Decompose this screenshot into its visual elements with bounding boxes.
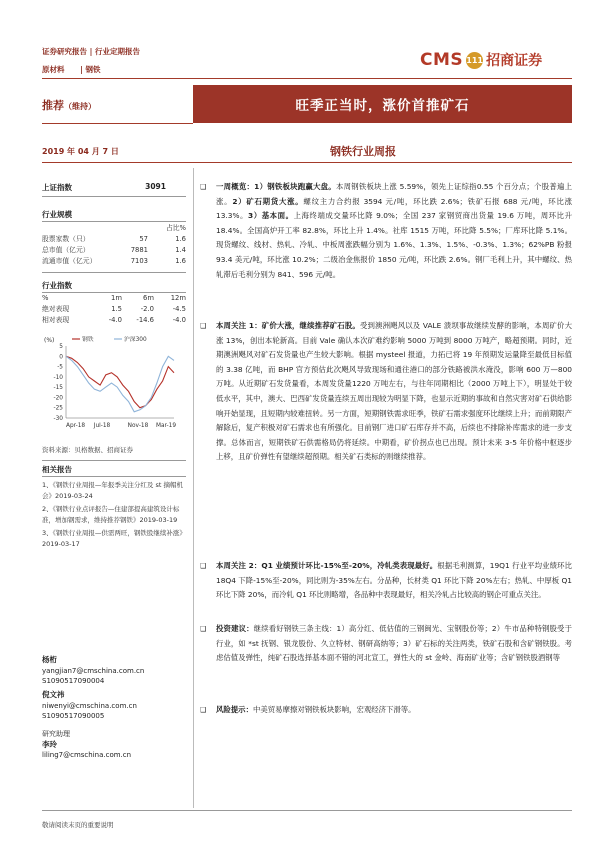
logo-mark-icon: 111 — [466, 52, 483, 69]
research-assistant: 研究助理 李玲 liling7@cmschina.com.cn — [42, 730, 132, 759]
x-tick-label: Apr-18 — [66, 423, 86, 429]
bullet-icon: ❑ — [200, 706, 207, 714]
table-row: 绝对表现 1.5 -2.0 -4.5 — [42, 305, 186, 313]
report-subtitle: 钢铁行业周报 — [330, 145, 396, 158]
rating: 推荐（维持） — [42, 99, 96, 112]
x-tick-label: Nov-18 — [127, 423, 149, 429]
industry-index-table: % 1m 6m 12m 绝对表现 1.5 -2.0 -4.5 相对表现 -4.0 -14.6 -4.0 — [42, 294, 186, 324]
column-separator — [193, 168, 194, 808]
y-tick-label: 0 — [59, 354, 63, 361]
paragraph-investment: ❑ 投资建议：继续看好钢铁三条主线：1）高分红、低估值的三钢闽光、宝钢股份等；2）牛市品种特钢股受于行业，如 *st 抚钢、银龙股份、久立特材、钢研高纳等；3）矿石标的关注两类，铁矿石股和含矿钢铁股。考虑估值及弹性，纯矿石股选择基本面不错的河北宣工，弹性大的 st 金岭、海南矿业等；含矿钢铁股酒钢等 — [200, 624, 572, 663]
y-tick-label: 5 — [59, 344, 63, 350]
paragraph-risk: ❑ 风险提示：中美贸易摩擦对钢铁板块影响，宏观经济下滑等。 — [200, 703, 572, 718]
author-1: 杨桁 yangjian7@cmschina.com.cn S1090517090004 — [42, 655, 145, 685]
rating-divider — [42, 123, 193, 124]
source-note: 资料来源：贝格数据、招商证券 — [42, 446, 133, 454]
bullet-icon: ❑ — [200, 562, 207, 570]
author-2: 倪文祎 niwenyi@cmschina.com.cn S1090517090005 — [42, 690, 137, 720]
y-tick-label: -30 — [53, 416, 63, 422]
x-tick-label: Jul-18 — [93, 423, 111, 429]
bullet-icon: ❑ — [200, 322, 207, 330]
legend-label: 钢铁 — [82, 337, 94, 343]
left-divider — [42, 476, 186, 477]
list-item: 1、《钢铁行业周报—年报季关注分红及 st 摘帽机会》2019-03-24 — [42, 481, 183, 500]
header-divider — [42, 78, 572, 79]
sector-line: 原材料 | 钢铁 — [42, 65, 101, 74]
y-tick-label: -15 — [53, 385, 63, 392]
series-line-2 — [66, 356, 174, 412]
related-label: 相关报告 — [42, 465, 72, 474]
index-row: 上证指数 3091 — [42, 182, 166, 192]
report-date: 2019 年 04 月 7 日 — [42, 147, 119, 156]
report-type: 证券研究报告 | 行业定期报告 — [42, 47, 140, 56]
related-reports — [42, 480, 186, 549]
left-divider — [42, 272, 186, 273]
left-divider — [42, 221, 186, 222]
bullet-icon: ❑ — [200, 625, 207, 633]
table-row: 总市值（亿元） 7881 1.4 — [42, 246, 186, 254]
y-axis-label: (%) — [44, 337, 55, 344]
report-title: 旺季正当时，涨价首推矿石 — [193, 85, 572, 123]
list-item: 2、《钢铁行业点评报告—住建部提高建筑设计标准，增加钢需求，维持推荐钢铁》2019-03-19 — [42, 505, 180, 524]
performance-chart — [42, 334, 182, 432]
legend-label: 沪深300 — [124, 337, 147, 343]
left-divider — [42, 196, 186, 197]
industry-scale-label: 行业规模 — [42, 210, 72, 219]
list-item: 3、《钢铁行业周报—供需两旺，钢铁股继续补涨》2019-03-17 — [42, 529, 186, 548]
paragraph-focus-1: ❑ 本周关注 1：矿价大涨，继续推荐矿石股。受到澳洲飓风以及 VALE 溃坝事故继续发酵的影响，本周矿价大涨 13%，创出本轮新高。目前 Vale 确认本次矿难约影响 5000 万吨到 8000 万吨产，略超预期。同时，近期澳洲飓风对矿石发货量也产生较大影响。根据 mysteel 报道，力拓已将 19 年预期发运量降至最低目标值的 3.38 亿吨，而 BHP 官方预估此次飓风导致现场和通往港口的部分铁路被洪水淹没，影响 600 万—800 万吨。从近期矿石发货量看，本周发货量1220 万吨左右，与往年同期相比（2000 万吨上下），明显处于较低水平，其中，澳大、巴西矿发货量连续五周出现较为明显下降，也显示近期的事故和自然灾害对矿石供给影响开始显现，且短期内较难扭转。另一方面，短期钢铁需求旺季，铁矿石需求强度环比继续上升；而前期限产解除后，复产积极对矿石需求也有所强化。目前钢厂进口矿石库存并不高，后续也不排除补库需求的进一步支撑。总体而言，短期铁矿石供需格局仍将延续。中期看，矿价拐点也已出现。预计未来 3-5 年价格中枢逐步上移，且矿价弹性有望继续超预期。相关矿石类标的则继续推荐。 — [200, 321, 572, 462]
y-tick-label: -25 — [53, 405, 63, 412]
paragraph-overview: ❑ 一周概览：1）钢铁板块跑赢大盘。本周钢铁板块上涨 5.59%，领先上证综指0.55 个百分点；个股普遍上涨。2）矿石期货大涨。螺纹主力合约报 3594 元/吨，环比跌 2.6%；铁矿石报 688 元/吨，环比涨 13.3%。3）基本面。上海终端成交量环比降 9.0%；全国 237 家钢贸商出货量 19.6 万吨，周环比升 18.4%。全国高炉开工率 82.8%，环比上升 1.4%。社库 1515 万吨，环比降 5.5%；厂库环比降 5.1%。现货螺纹、线材、热轧、冷轧、中板周涨跌幅分别为 1.6%、1.3%、1.5%、-0.3%、1.3%；62%PB 粉报 93.4 美元/吨，环比涨 10.2%；二级冶金焦报价 1850 元/吨，环比跌 2.6%。钢厂毛利上升，其中螺纹、热轧滞后毛利分别为 841、596 元/吨。 — [200, 182, 572, 279]
footer-divider — [42, 810, 572, 811]
footer-note: 敬请阅读末页的重要说明 — [42, 821, 114, 829]
y-tick-label: -20 — [53, 395, 63, 402]
industry-index-label: 行业指数 — [42, 281, 72, 290]
table-row: 股票家数（只） 57 1.6 — [42, 235, 186, 243]
industry-scale-table: 占比% 股票家数（只） 57 1.6 总市值（亿元） 7881 1.4 流通市值（亿元） 7103 1.6 — [42, 224, 186, 265]
y-tick-label: -5 — [57, 364, 63, 371]
table-row: 流通市值（亿元） 7103 1.6 — [42, 257, 186, 265]
table-row: 相对表现 -4.0 -14.6 -4.0 — [42, 316, 186, 324]
company-logo: CMS 111 招商证券 — [420, 50, 543, 70]
paragraph-focus-2: ❑ 本周关注 2：Q1 业绩预计环比-15%至-20%，冷轧类表现最好。根据毛利测算，19Q1 行业平均业绩环比 18Q4 下降-15%至-20%，同比则为-35%左右。分品种，长材类 Q1 环比下降 20%左右；热轧、中厚板 Q1 环比下降 20%，而冷轧 Q1 环比则略增，各品种中表现最好，相关冷轧占比较高的钢企可重点关注。 — [200, 561, 573, 600]
left-divider — [42, 460, 186, 461]
bullet-icon: ❑ — [200, 183, 207, 191]
date-divider — [42, 162, 572, 163]
x-tick-label: Mar-19 — [155, 423, 177, 429]
y-tick-label: -10 — [53, 374, 63, 381]
